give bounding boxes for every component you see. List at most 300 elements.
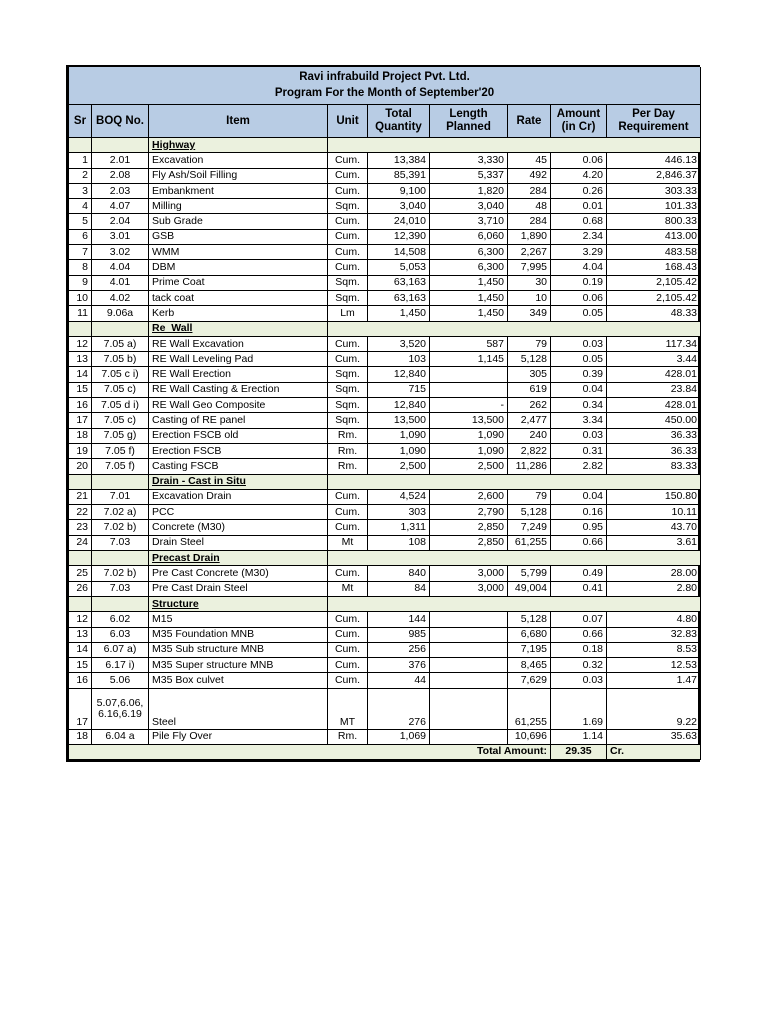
cell-per-day: 450.00 xyxy=(607,413,701,428)
cell-sr: 15 xyxy=(69,658,92,673)
cell-item: Steel xyxy=(149,688,328,729)
cell-boq: 6.17 i) xyxy=(92,658,149,673)
cell-per-day: 413.00 xyxy=(607,229,701,244)
cell-amount: 0.01 xyxy=(551,199,607,214)
cell-item: M35 Sub structure MNB xyxy=(149,642,328,657)
table-row xyxy=(69,428,701,443)
cell-sr: 23 xyxy=(69,520,92,535)
cell-total-quantity: 12,390 xyxy=(368,229,430,244)
cell-sr: 5 xyxy=(69,214,92,229)
col-header-total-quantity: Total Quantity xyxy=(368,105,430,138)
section-spacer xyxy=(92,138,149,153)
cell-unit: Cum. xyxy=(328,229,368,244)
cell-boq: 6.04 a xyxy=(92,729,149,744)
cell-unit: Cum. xyxy=(328,642,368,657)
cell-amount: 3.29 xyxy=(551,245,607,260)
cell-amount: 0.32 xyxy=(551,658,607,673)
cell-sr: 6 xyxy=(69,229,92,244)
cell-boq: 5.07,6.06, 6.16,6.19 xyxy=(92,688,149,729)
cell-rate: 5,128 xyxy=(508,352,551,367)
cell-per-day: 150.80 xyxy=(607,489,701,504)
cell-amount: 0.39 xyxy=(551,367,607,382)
cell-rate: 5,128 xyxy=(508,612,551,627)
cell-boq: 7.02 a) xyxy=(92,505,149,520)
cell-rate: 619 xyxy=(508,382,551,397)
cell-amount: 0.18 xyxy=(551,642,607,657)
cell-sr: 7 xyxy=(69,245,92,260)
cell-unit: Cum. xyxy=(328,489,368,504)
table-row xyxy=(69,275,701,290)
cell-amount: 0.04 xyxy=(551,382,607,397)
cell-sr: 10 xyxy=(69,290,92,305)
cell-unit: Cum. xyxy=(328,505,368,520)
cell-total-quantity: 715 xyxy=(368,382,430,397)
cell-amount: 0.68 xyxy=(551,214,607,229)
cell-length-planned: 1,450 xyxy=(430,275,508,290)
cell-per-day: 32.83 xyxy=(607,627,701,642)
cell-boq: 7.05 d i) xyxy=(92,398,149,413)
cell-sr: 17 xyxy=(69,413,92,428)
cell-length-planned: 1,450 xyxy=(430,306,508,321)
cell-sr: 22 xyxy=(69,505,92,520)
cell-length-planned xyxy=(430,729,508,744)
section-row xyxy=(69,321,701,336)
cell-item: Excavation Drain xyxy=(149,489,328,504)
cell-item: Fly Ash/Soil Filling xyxy=(149,168,328,183)
cell-length-planned: 3,000 xyxy=(430,566,508,581)
cell-unit: Cum. xyxy=(328,260,368,275)
table-row xyxy=(69,505,701,520)
cell-rate: 492 xyxy=(508,168,551,183)
col-header-sr: Sr xyxy=(69,105,92,138)
cell-per-day: 43.70 xyxy=(607,520,701,535)
table-row xyxy=(69,290,701,305)
cell-item: Casting of RE panel xyxy=(149,413,328,428)
cell-sr: 18 xyxy=(69,428,92,443)
cell-boq: 7.02 b) xyxy=(92,566,149,581)
cell-sr: 12 xyxy=(69,336,92,351)
cell-total-quantity: 5,053 xyxy=(368,260,430,275)
cell-per-day: 9.22 xyxy=(607,688,701,729)
cell-rate: 7,249 xyxy=(508,520,551,535)
cell-total-quantity: 9,100 xyxy=(368,183,430,198)
cell-amount: 1.69 xyxy=(551,688,607,729)
section-spacer xyxy=(69,551,92,566)
cell-rate: 48 xyxy=(508,199,551,214)
cell-total-quantity: 24,010 xyxy=(368,214,430,229)
cell-per-day: 2,105.42 xyxy=(607,290,701,305)
cell-rate: 49,004 xyxy=(508,581,551,596)
cell-unit: Cum. xyxy=(328,612,368,627)
cell-item: RE Wall Leveling Pad xyxy=(149,352,328,367)
cell-length-planned: 6,060 xyxy=(430,229,508,244)
section-spacer xyxy=(328,321,701,336)
table-row xyxy=(69,459,701,474)
cell-rate: 7,195 xyxy=(508,642,551,657)
cell-item: M15 xyxy=(149,612,328,627)
cell-per-day: 303.33 xyxy=(607,183,701,198)
cell-item: M35 Super structure MNB xyxy=(149,658,328,673)
cell-amount: 0.03 xyxy=(551,336,607,351)
section-row xyxy=(69,596,701,611)
cell-rate: 240 xyxy=(508,428,551,443)
cell-per-day: 48.33 xyxy=(607,306,701,321)
cell-item: GSB xyxy=(149,229,328,244)
cell-per-day: 2,846.37 xyxy=(607,168,701,183)
cell-boq: 6.02 xyxy=(92,612,149,627)
col-header-unit: Unit xyxy=(328,105,368,138)
table-row xyxy=(69,443,701,458)
cell-total-quantity: 1,090 xyxy=(368,443,430,458)
cell-per-day: 3.44 xyxy=(607,352,701,367)
cell-amount: 0.66 xyxy=(551,535,607,550)
cell-sr: 25 xyxy=(69,566,92,581)
cell-amount: 0.66 xyxy=(551,627,607,642)
section-row xyxy=(69,474,701,489)
cell-boq: 7.05 b) xyxy=(92,352,149,367)
cell-boq: 4.07 xyxy=(92,199,149,214)
cell-length-planned: 1,820 xyxy=(430,183,508,198)
cell-rate: 61,255 xyxy=(508,535,551,550)
cell-unit: Cum. xyxy=(328,168,368,183)
cell-length-planned: 587 xyxy=(430,336,508,351)
cell-total-quantity: 1,069 xyxy=(368,729,430,744)
cell-per-day: 168.43 xyxy=(607,260,701,275)
table-row xyxy=(69,535,701,550)
cell-amount: 0.34 xyxy=(551,398,607,413)
cell-total-quantity: 144 xyxy=(368,612,430,627)
cell-length-planned xyxy=(430,382,508,397)
cell-amount: 0.07 xyxy=(551,612,607,627)
cell-boq: 2.03 xyxy=(92,183,149,198)
cell-total-quantity: 985 xyxy=(368,627,430,642)
cell-per-day: 83.33 xyxy=(607,459,701,474)
cell-unit: Cum. xyxy=(328,352,368,367)
cell-boq: 3.02 xyxy=(92,245,149,260)
cell-rate: 7,995 xyxy=(508,260,551,275)
cell-item: Drain Steel xyxy=(149,535,328,550)
cell-length-planned xyxy=(430,658,508,673)
cell-unit: Sqm. xyxy=(328,382,368,397)
table-row xyxy=(69,306,701,321)
section-spacer xyxy=(69,138,92,153)
cell-sr: 26 xyxy=(69,581,92,596)
cell-rate: 45 xyxy=(508,153,551,168)
cell-per-day: 1.47 xyxy=(607,673,701,688)
cell-rate: 10,696 xyxy=(508,729,551,744)
section-row xyxy=(69,138,701,153)
cell-unit: Cum. xyxy=(328,214,368,229)
cell-rate: 79 xyxy=(508,489,551,504)
cell-boq: 4.01 xyxy=(92,275,149,290)
cell-boq: 7.03 xyxy=(92,535,149,550)
cell-unit: Lm xyxy=(328,306,368,321)
cell-per-day: 800.33 xyxy=(607,214,701,229)
cell-total-quantity: 63,163 xyxy=(368,275,430,290)
section-spacer xyxy=(69,596,92,611)
cell-unit: Cum. xyxy=(328,627,368,642)
cell-unit: Sqm. xyxy=(328,398,368,413)
cell-unit: Mt xyxy=(328,535,368,550)
table-row xyxy=(69,214,701,229)
cell-sr: 19 xyxy=(69,443,92,458)
cell-item: WMM xyxy=(149,245,328,260)
cell-boq: 7.05 a) xyxy=(92,336,149,351)
cell-sr: 16 xyxy=(69,398,92,413)
cell-boq: 7.05 f) xyxy=(92,443,149,458)
table-row xyxy=(69,581,701,596)
table-row xyxy=(69,260,701,275)
cell-sr: 13 xyxy=(69,352,92,367)
cell-total-quantity: 85,391 xyxy=(368,168,430,183)
cell-length-planned: 1,450 xyxy=(430,290,508,305)
section-spacer xyxy=(92,474,149,489)
cell-item: Pre Cast Drain Steel xyxy=(149,581,328,596)
table-row xyxy=(69,367,701,382)
cell-per-day: 101.33 xyxy=(607,199,701,214)
cell-unit: Cum. xyxy=(328,183,368,198)
table-row xyxy=(69,658,701,673)
total-row xyxy=(69,744,701,759)
cell-item: Prime Coat xyxy=(149,275,328,290)
cell-amount: 0.06 xyxy=(551,153,607,168)
cell-length-planned: 3,710 xyxy=(430,214,508,229)
cell-sr: 15 xyxy=(69,382,92,397)
cell-unit: Rm. xyxy=(328,459,368,474)
cell-item: M35 Box culvet xyxy=(149,673,328,688)
cell-length-planned: 2,600 xyxy=(430,489,508,504)
cell-boq: 7.05 f) xyxy=(92,459,149,474)
table-row xyxy=(69,413,701,428)
cell-item: Pre Cast Concrete (M30) xyxy=(149,566,328,581)
cell-length-planned: 3,040 xyxy=(430,199,508,214)
cell-unit: Sqm. xyxy=(328,290,368,305)
cell-per-day: 36.33 xyxy=(607,443,701,458)
cell-per-day: 2.80 xyxy=(607,581,701,596)
cell-boq: 7.05 c) xyxy=(92,413,149,428)
table-row xyxy=(69,168,701,183)
cell-length-planned: 5,337 xyxy=(430,168,508,183)
cell-total-quantity: 376 xyxy=(368,658,430,673)
cell-per-day: 446.13 xyxy=(607,153,701,168)
section-name: Structure xyxy=(149,596,328,611)
cell-rate: 8,465 xyxy=(508,658,551,673)
cell-per-day: 35.63 xyxy=(607,729,701,744)
cell-item: RE Wall Excavation xyxy=(149,336,328,351)
cell-length-planned: 6,300 xyxy=(430,245,508,260)
table-row xyxy=(69,398,701,413)
cell-amount: 0.95 xyxy=(551,520,607,535)
cell-rate: 5,799 xyxy=(508,566,551,581)
cell-rate: 262 xyxy=(508,398,551,413)
cell-rate: 5,128 xyxy=(508,505,551,520)
cell-amount: 0.05 xyxy=(551,306,607,321)
cell-sr: 14 xyxy=(69,367,92,382)
cell-rate: 30 xyxy=(508,275,551,290)
section-spacer xyxy=(69,321,92,336)
cell-length-planned xyxy=(430,612,508,627)
cell-item: PCC xyxy=(149,505,328,520)
table-row xyxy=(69,153,701,168)
cell-per-day: 12.53 xyxy=(607,658,701,673)
cell-per-day: 117.34 xyxy=(607,336,701,351)
cell-per-day: 36.33 xyxy=(607,428,701,443)
cell-unit: MT xyxy=(328,688,368,729)
cell-rate: 2,822 xyxy=(508,443,551,458)
cell-sr: 21 xyxy=(69,489,92,504)
table-row xyxy=(69,229,701,244)
cell-amount: 0.26 xyxy=(551,183,607,198)
table-row xyxy=(69,627,701,642)
cell-per-day: 23.84 xyxy=(607,382,701,397)
cell-item: Casting FSCB xyxy=(149,459,328,474)
total-unit: Cr. xyxy=(607,744,701,759)
cell-unit: Rm. xyxy=(328,729,368,744)
section-spacer xyxy=(92,321,149,336)
cell-boq: 6.03 xyxy=(92,627,149,642)
cell-unit: Rm. xyxy=(328,443,368,458)
table-row xyxy=(69,520,701,535)
cell-boq: 2.01 xyxy=(92,153,149,168)
cell-total-quantity: 1,450 xyxy=(368,306,430,321)
cell-length-planned: 2,850 xyxy=(430,535,508,550)
cell-total-quantity: 12,840 xyxy=(368,367,430,382)
col-header-item: Item xyxy=(149,105,328,138)
cell-item: tack coat xyxy=(149,290,328,305)
cell-length-planned xyxy=(430,673,508,688)
cell-rate: 79 xyxy=(508,336,551,351)
total-amount: 29.35 xyxy=(551,744,607,759)
table-row xyxy=(69,352,701,367)
company-title: Ravi infrabuild Project Pvt. Ltd. xyxy=(69,67,701,85)
cell-sr: 1 xyxy=(69,153,92,168)
cell-rate: 11,286 xyxy=(508,459,551,474)
cell-amount: 2.34 xyxy=(551,229,607,244)
cell-rate: 7,629 xyxy=(508,673,551,688)
cell-amount: 0.49 xyxy=(551,566,607,581)
cell-length-planned: - xyxy=(430,398,508,413)
cell-item: Pile Fly Over xyxy=(149,729,328,744)
cell-per-day: 428.01 xyxy=(607,398,701,413)
cell-boq: 4.04 xyxy=(92,260,149,275)
cell-unit: Sqm. xyxy=(328,275,368,290)
cell-rate: 61,255 xyxy=(508,688,551,729)
cell-length-planned xyxy=(430,688,508,729)
section-spacer xyxy=(328,138,701,153)
cell-sr: 3 xyxy=(69,183,92,198)
cell-item: Excavation xyxy=(149,153,328,168)
section-spacer xyxy=(92,596,149,611)
cell-total-quantity: 108 xyxy=(368,535,430,550)
cell-boq: 7.01 xyxy=(92,489,149,504)
cell-sr: 12 xyxy=(69,612,92,627)
section-name: Drain - Cast in Situ xyxy=(149,474,328,489)
cell-unit: Mt xyxy=(328,581,368,596)
cell-unit: Sqm. xyxy=(328,413,368,428)
cell-amount: 4.20 xyxy=(551,168,607,183)
cell-rate: 10 xyxy=(508,290,551,305)
section-name: Re_Wall xyxy=(149,321,328,336)
cell-length-planned xyxy=(430,627,508,642)
cell-amount: 3.34 xyxy=(551,413,607,428)
program-sheet xyxy=(66,65,700,762)
section-spacer xyxy=(328,596,701,611)
table-row xyxy=(69,612,701,627)
cell-rate: 284 xyxy=(508,214,551,229)
cell-unit: Cum. xyxy=(328,245,368,260)
cell-item: Erection FSCB xyxy=(149,443,328,458)
cell-length-planned: 1,145 xyxy=(430,352,508,367)
cell-total-quantity: 14,508 xyxy=(368,245,430,260)
table-row xyxy=(69,199,701,214)
table-row xyxy=(69,566,701,581)
col-header-amount: Amount (in Cr) xyxy=(551,105,607,138)
cell-item: Sub Grade xyxy=(149,214,328,229)
cell-boq: 2.04 xyxy=(92,214,149,229)
cell-amount: 0.05 xyxy=(551,352,607,367)
cell-boq: 9.06a xyxy=(92,306,149,321)
cell-boq: 5.06 xyxy=(92,673,149,688)
cell-total-quantity: 1,311 xyxy=(368,520,430,535)
col-header-boq: BOQ No. xyxy=(92,105,149,138)
cell-unit: Cum. xyxy=(328,153,368,168)
column-header-row xyxy=(69,105,701,138)
cell-per-day: 10.11 xyxy=(607,505,701,520)
table-row xyxy=(69,382,701,397)
cell-length-planned: 2,500 xyxy=(430,459,508,474)
section-spacer xyxy=(69,474,92,489)
cell-item: M35 Foundation MNB xyxy=(149,627,328,642)
cell-total-quantity: 13,384 xyxy=(368,153,430,168)
cell-total-quantity: 276 xyxy=(368,688,430,729)
section-spacer xyxy=(92,551,149,566)
table-row xyxy=(69,688,701,729)
cell-boq: 7.02 b) xyxy=(92,520,149,535)
cell-sr: 14 xyxy=(69,642,92,657)
cell-total-quantity: 63,163 xyxy=(368,290,430,305)
cell-per-day: 483.58 xyxy=(607,245,701,260)
cell-sr: 13 xyxy=(69,627,92,642)
cell-sr: 18 xyxy=(69,729,92,744)
cell-boq: 4.02 xyxy=(92,290,149,305)
cell-length-planned: 3,000 xyxy=(430,581,508,596)
cell-amount: 4.04 xyxy=(551,260,607,275)
cell-length-planned: 1,090 xyxy=(430,428,508,443)
cell-per-day: 428.01 xyxy=(607,367,701,382)
col-header-per-day: Per Day Requirement xyxy=(607,105,701,138)
table-row xyxy=(69,642,701,657)
cell-unit: Cum. xyxy=(328,520,368,535)
cell-length-planned: 3,330 xyxy=(430,153,508,168)
cell-unit: Cum. xyxy=(328,673,368,688)
total-label: Total Amount: xyxy=(69,744,551,759)
table-row xyxy=(69,183,701,198)
cell-length-planned: 2,790 xyxy=(430,505,508,520)
cell-item: DBM xyxy=(149,260,328,275)
cell-sr: 2 xyxy=(69,168,92,183)
cell-unit: Cum. xyxy=(328,658,368,673)
section-name: Precast Drain xyxy=(149,551,328,566)
cell-item: RE Wall Erection xyxy=(149,367,328,382)
cell-total-quantity: 256 xyxy=(368,642,430,657)
cell-amount: 0.16 xyxy=(551,505,607,520)
cell-amount: 2.82 xyxy=(551,459,607,474)
cell-amount: 0.31 xyxy=(551,443,607,458)
cell-amount: 0.19 xyxy=(551,275,607,290)
cell-length-planned: 13,500 xyxy=(430,413,508,428)
cell-total-quantity: 1,090 xyxy=(368,428,430,443)
cell-total-quantity: 84 xyxy=(368,581,430,596)
